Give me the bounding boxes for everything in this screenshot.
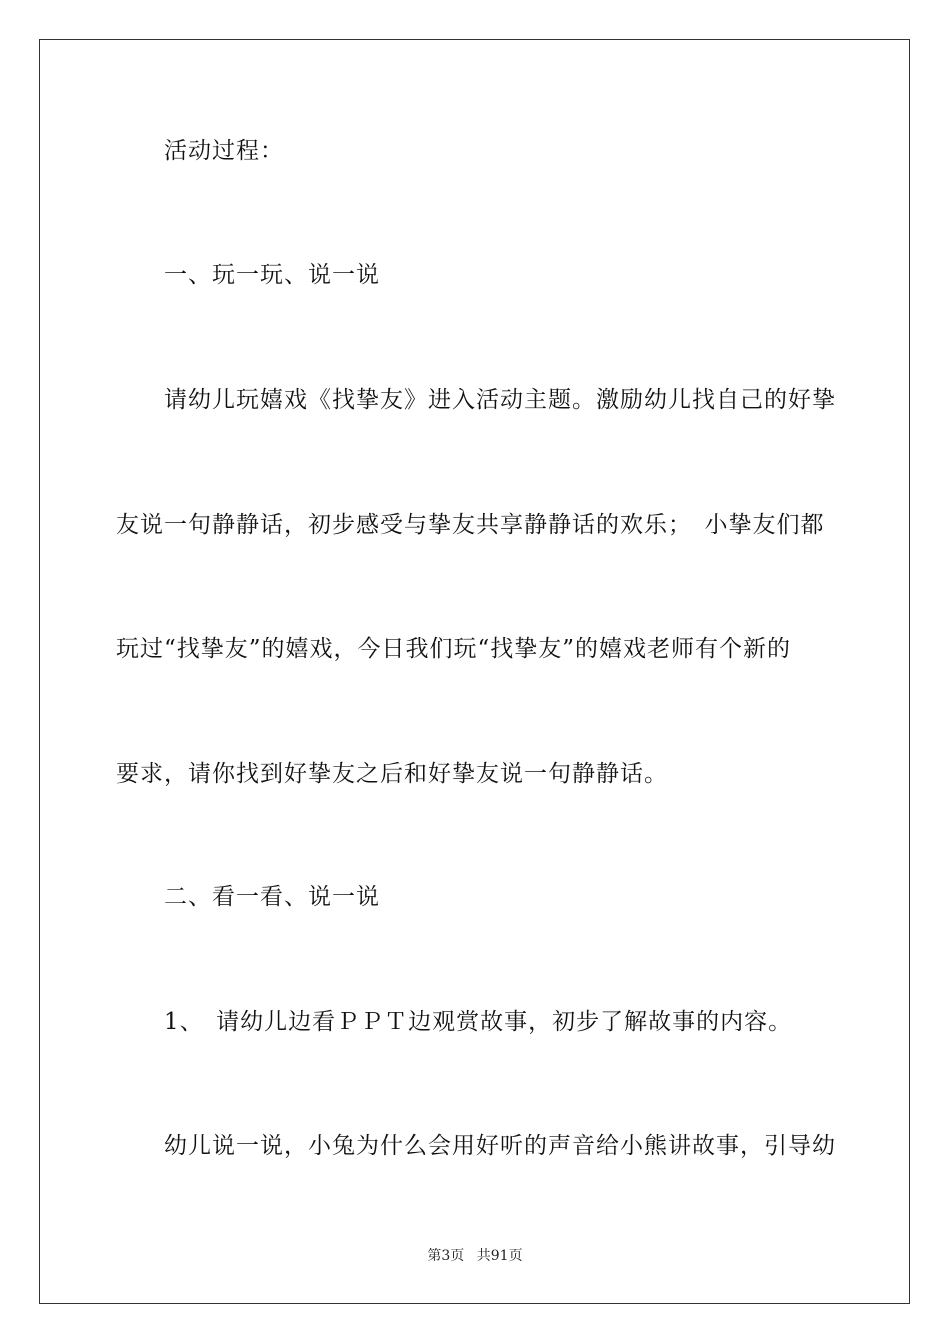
list-item-one: 1、 请幼儿边看ＰＰＴ边观赏故事，初步了解故事的内容。 [164, 1009, 793, 1035]
section-one-heading: 一、玩一玩、说一说 [164, 262, 380, 288]
page-border [39, 39, 910, 1304]
page-number: 第3页 [427, 1248, 465, 1264]
total-pages: 共91页 [476, 1248, 523, 1264]
paragraph-line: 请幼儿玩嬉戏《找挚友》进入活动主题。激励幼儿找自己的好挚 [164, 387, 836, 413]
paragraph-line: 友说一句静静话，初步感受与挚友共享静静话的欢乐； 小挚友们都 [116, 512, 825, 538]
paragraph-line: 幼儿说一说，小兔为什么会用好听的声音给小熊讲故事，引导幼 [164, 1133, 836, 1159]
paragraph-line: 玩过“找挚友”的嬉戏，今日我们玩“找挚友”的嬉戏老师有个新的 [116, 636, 792, 662]
section-two-heading: 二、看一看、说一说 [164, 884, 380, 910]
activity-process-heading: 活动过程： [164, 138, 284, 164]
page-footer [0, 1247, 950, 1265]
paragraph-line: 要求，请你找到好挚友之后和好挚友说一句静静话。 [116, 761, 668, 787]
